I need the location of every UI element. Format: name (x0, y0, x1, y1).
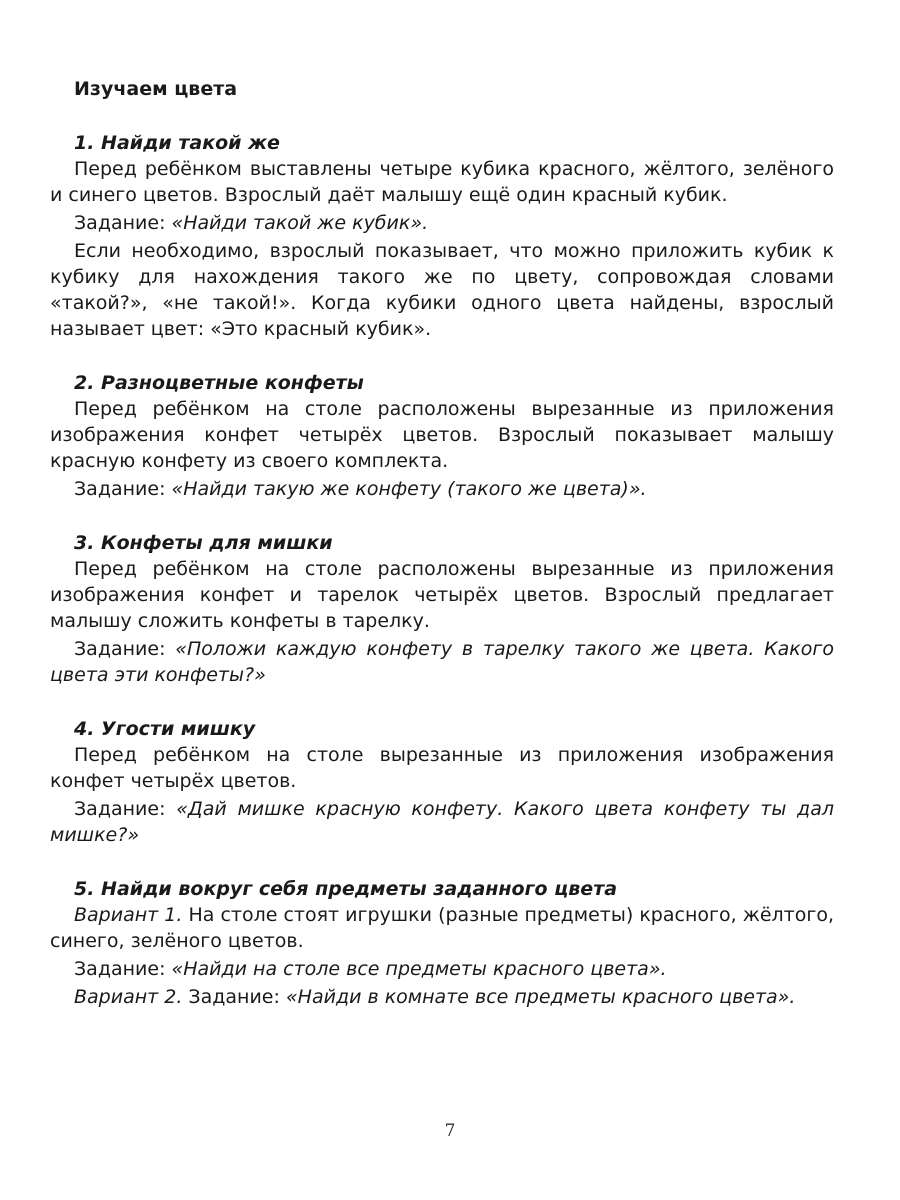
paragraph (50, 902, 834, 954)
body-text: Перед ребёнком на столе вырезанные из приложения изображения конфет четырёх цветов. (50, 744, 834, 792)
section-heading: 2. Разноцветные конфеты (74, 372, 364, 394)
paragraph (50, 210, 834, 236)
body-text: Если необходимо, взрослый показывает, что можно приложить кубик к кубику для нахождения такого же по цвету, сопровождая словами «такой?», «не такой!». Когда кубики одного цвета найдены, взрослый называет цвет: «Это красный кубик». (50, 240, 834, 340)
exercise-section (50, 370, 834, 502)
page-title: Изучаем цвета (74, 78, 238, 100)
italic-text: Вариант 2. (74, 986, 183, 1008)
body-text: Задание: (74, 798, 177, 820)
paragraph (50, 636, 834, 688)
paragraph (50, 156, 834, 208)
paragraph (50, 956, 834, 982)
body-text: Задание: (74, 212, 172, 234)
italic-text: «Дай мишке красную конфету. Какого цвета конфету ты дал мишке?» (50, 798, 834, 846)
exercise-section (50, 530, 834, 688)
paragraph (50, 796, 834, 848)
body-text: Задание: (74, 478, 172, 500)
body-text: Задание: (74, 958, 172, 980)
paragraph (50, 556, 834, 634)
body-text: Задание: (74, 638, 176, 660)
section-heading: 3. Конфеты для мишки (74, 532, 333, 554)
document-page (50, 70, 834, 1010)
body-text: Перед ребёнком на столе расположены вырезанные из приложения изображения конфет четырёх цветов. Взрослый показывает малышу красную конфету из своего комплекта. (50, 398, 834, 472)
italic-text: Вариант 1. (74, 904, 183, 926)
body-text: Задание: (182, 986, 286, 1008)
exercise-list (50, 130, 834, 1010)
paragraph (50, 396, 834, 474)
paragraph (50, 238, 834, 342)
body-text: На столе стоят игрушки (разные предметы) красного, жёлтого, синего, зелёного цветов. (50, 904, 834, 952)
exercise-section (50, 876, 834, 1010)
paragraph (50, 476, 834, 502)
italic-text: «Найди на столе все предметы красного цвета». (171, 958, 667, 980)
italic-text: «Найди такой же кубик». (171, 212, 429, 234)
exercise-section (50, 716, 834, 848)
section-heading: 1. Найди такой же (74, 132, 280, 154)
page-number: 7 (444, 1121, 456, 1141)
body-text: Перед ребёнком выставлены четыре кубика красного, жёлтого, зелёного и синего цветов. Взрослый даёт малышу ещё один красный кубик. (50, 158, 834, 206)
italic-text: «Найди такую же конфету (такого же цвета)». (171, 478, 647, 500)
italic-text: «Найди в комнате все предметы красного цвета». (285, 986, 796, 1008)
paragraph (50, 742, 834, 794)
italic-text: «Положи каждую конфету в тарелку такого же цвета. Какого цвета эти конфеты?» (50, 638, 834, 686)
exercise-section (50, 130, 834, 342)
section-heading: 5. Найди вокруг себя предметы заданного цвета (74, 878, 618, 900)
section-heading: 4. Угости мишку (74, 718, 256, 740)
body-text: Перед ребёнком на столе расположены вырезанные из приложения изображения конфет и тарелок четырёх цветов. Взрослый предлагает малышу сложить конфеты в тарелку. (50, 558, 834, 632)
paragraph (50, 984, 834, 1010)
